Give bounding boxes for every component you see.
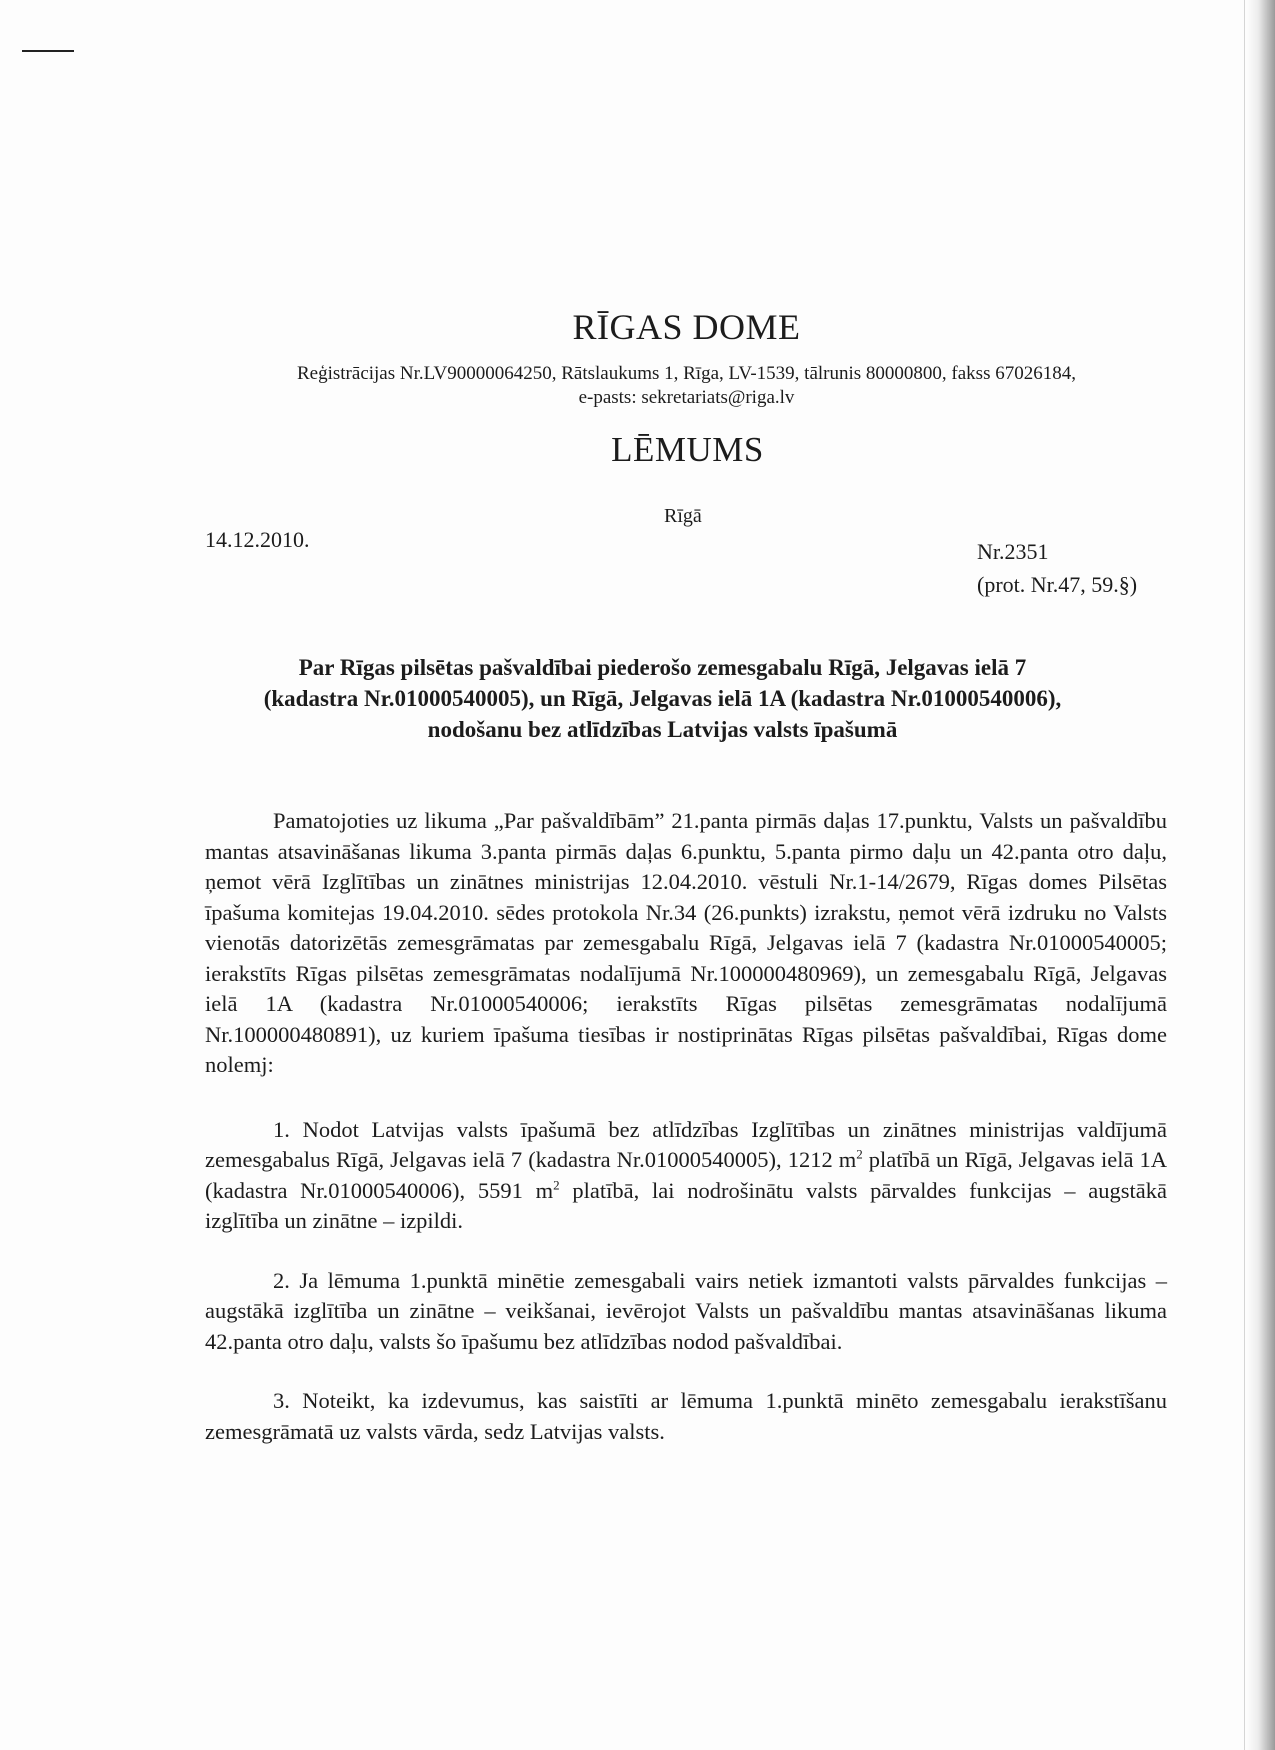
decision-item-2: 2. Ja lēmuma 1.punktā minētie zemesgabali vairs netiek izmantoti valsts pārvaldes funkcijas – augstākā izglītība un zinātne – veikšanai, ievērojot Valsts un pašvaldību mantas atsavināšanas likuma 42.panta otro daļu, valsts šo īpašumu bez atlīdzības nodod pašvaldībai. [205,1267,1167,1354]
subject-line: nodošanu bez atlīdzības Latvijas valsts īpašumā [427,717,898,742]
registration-line: Reģistrācijas Nr.LV90000064250, Rātslaukums 1, Rīga, LV-1539, tālrunis 80000800, fakss 67026184, [297,363,1076,384]
issuer-contacts [98,362,1275,410]
document-type [0,430,1275,470]
superscript-2: 2 [856,1146,863,1162]
item1-text-part2: platībā un Rīgā, Jelgavas ielā 1A (kadastra Nr.01000540006), 5591 m [205,1147,1168,1203]
page-edge-line [1244,0,1245,1750]
protocol-reference: (prot. Nr.47, 59.§) [977,572,1138,597]
document-body [205,806,1167,1476]
document-date: 14.12.2010. [205,527,310,552]
document-number: Nr.2351 [977,539,1049,564]
subject-line: Par Rīgas pilsētas pašvaldībai piederošo zemesgabalu Rīgā, Jelgavas ielā 7 [298,655,1027,680]
issuer-title: RĪGAS DOME [572,307,801,347]
document-subject [195,652,1130,745]
decision-item-3: 3. Noteikt, ka izdevumus, kas saistīti ar lēmuma 1.punktā minēto zemesgabalu ierakstīšanu zemesgrāmatā uz valsts vārda, sedz Latvijas valsts. [205,1388,1167,1444]
page-edge-shadow [1247,0,1275,1750]
document-type-label: LĒMUMS [611,430,764,469]
corner-mark [22,50,74,52]
document-number-block [977,535,1137,601]
letterhead [0,306,1275,410]
item1-text-part1: 1. Nodot Latvijas valsts īpašumā bez atlīdzības Izglītības un zinātnes ministrijas valdījumā zemesgabalus Rīgā, Jelgavas ielā 7 (kadastra Nr.01000540005), 1212 m [205,1116,1167,1172]
document-place: Rīgā [664,505,702,527]
item1-text-part3: platībā, lai nodrošinātu valsts pārvaldes funkcijas – augstākā izglītība un zinātne – izpildi. [205,1177,1168,1233]
superscript-2: 2 [553,1177,560,1192]
preamble-paragraph: Pamatojoties uz likuma „Par pašvaldībām” 21.panta pirmās daļas 17.punktu, Valsts un pašvaldību mantas atsavināšanas likuma 3.panta pirmās daļas 6.punktu, 5.panta pirmo daļu un 42.panta otro daļu, ņemot vērā Izglītības un zinātnes ministrijas 12.04.2010. vēstuli Nr.1-14/2679, Rīgas domes Pilsētas īpašuma komitejas 19.04.2010. sēdes protokola Nr.34 (26.punkts) izrakstu, ņemot vērā izdruku no Valsts vienotās datorizētās zemesgrāmatas par zemesgabalu Rīgā, Jelgavas ielā 7 (kadastra Nr.01000540005; ierakstīts Rīgas pilsētas zemesgrāmatas nodalījumā Nr.100000480969), un zemesgabalu Rīgā, Jelgavas ielā 1A (kadastra Nr.01000540006; ierakstīts Rīgas pilsētas zemesgrāmatas nodalījumā Nr.100000480891), uz kuriem īpašuma tiesības ir nostiprinātas Rīgas pilsētas pašvaldībai, Rīgas dome nolemj: [205,808,1167,1077]
email-line: e-pasts: sekretariats@riga.lv [578,387,795,408]
decision-item-1 [205,1115,1167,1237]
subject-line: (kadastra Nr.01000540005), un Rīgā, Jelgavas ielā 1A (kadastra Nr.01000540006), [263,686,1062,711]
